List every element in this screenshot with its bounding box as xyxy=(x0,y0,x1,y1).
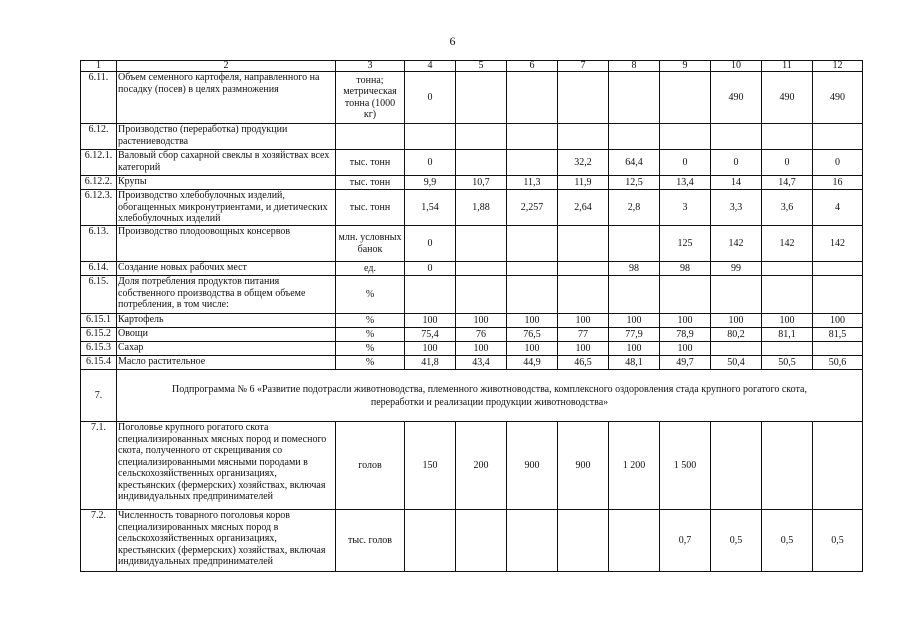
row-value: 16 xyxy=(813,176,863,190)
row-value: 0,7 xyxy=(660,510,711,572)
row-value xyxy=(558,226,609,262)
row-value: 100 xyxy=(711,314,762,328)
row-value: 3,3 xyxy=(711,190,762,226)
row-value: 1 200 xyxy=(609,422,660,510)
row-value xyxy=(456,150,507,176)
row-value: 10,7 xyxy=(456,176,507,190)
row-indicator-name: Поголовье крупного рогатого скота специализированных мясных пород и помесного скота, полученного от скрещивания со специализированными мясными породами в сельскохозяйственных организациях, крестьянских (фермерских) хозяйствах, включая индивидуальных предпринимателей xyxy=(117,422,336,510)
row-value xyxy=(762,276,813,314)
row-value xyxy=(558,124,609,150)
row-value: 900 xyxy=(507,422,558,510)
row-value: 81,1 xyxy=(762,328,813,342)
row-value: 4 xyxy=(813,190,863,226)
table-row xyxy=(81,328,863,342)
row-value: 12,5 xyxy=(609,176,660,190)
row-value: 100 xyxy=(456,342,507,356)
row-value: 41,8 xyxy=(405,356,456,370)
row-value xyxy=(711,276,762,314)
row-value: 100 xyxy=(558,342,609,356)
row-indicator-name: Картофель xyxy=(117,314,336,328)
row-value xyxy=(762,342,813,356)
column-number: 6 xyxy=(507,61,558,72)
row-unit: тонна; метрическая тонна (1000 кг) xyxy=(336,72,405,124)
row-value: 142 xyxy=(762,226,813,262)
subprogram-title: Подпрограмма № 6 «Развитие подотрасли животноводства, племенного животноводства, комплексного оздоровления стада крупного рогатого скота, переработки и реализации продукции животноводства» xyxy=(117,370,863,422)
row-value xyxy=(456,72,507,124)
row-value xyxy=(711,342,762,356)
row-indicator-name: Производство (переработка) продукции растениеводства xyxy=(117,124,336,150)
column-number: 4 xyxy=(405,61,456,72)
row-indicator-name: Создание новых рабочих мест xyxy=(117,262,336,276)
row-value: 1,54 xyxy=(405,190,456,226)
row-indicator-name: Производство хлебобулочных изделий, обогащенных микронутриентами, и диетических хлебобулочных изделий xyxy=(117,190,336,226)
row-value: 0 xyxy=(405,72,456,124)
column-number: 1 xyxy=(81,61,117,72)
row-code: 6.12.1. xyxy=(81,150,117,176)
row-value xyxy=(609,276,660,314)
table-row xyxy=(81,124,863,150)
row-unit xyxy=(336,124,405,150)
row-value: 100 xyxy=(456,314,507,328)
row-value xyxy=(660,72,711,124)
row-value: 100 xyxy=(660,314,711,328)
row-unit: тыс. тонн xyxy=(336,190,405,226)
row-value: 0 xyxy=(405,226,456,262)
column-number: 9 xyxy=(660,61,711,72)
row-value: 142 xyxy=(711,226,762,262)
row-value: 14,7 xyxy=(762,176,813,190)
row-code: 6.15.4 xyxy=(81,356,117,370)
row-indicator-name: Масло растительное xyxy=(117,356,336,370)
row-indicator-name: Крупы xyxy=(117,176,336,190)
row-value: 100 xyxy=(405,342,456,356)
row-value: 77,9 xyxy=(609,328,660,342)
row-unit: тыс. тонн xyxy=(336,176,405,190)
row-value xyxy=(711,124,762,150)
table-row xyxy=(81,314,863,328)
row-value: 0 xyxy=(762,150,813,176)
row-value: 2,8 xyxy=(609,190,660,226)
row-code: 6.11. xyxy=(81,72,117,124)
row-unit: млн. условных банок xyxy=(336,226,405,262)
row-value: 0,5 xyxy=(762,510,813,572)
row-value xyxy=(813,262,863,276)
row-value: 125 xyxy=(660,226,711,262)
row-value xyxy=(507,150,558,176)
row-value xyxy=(507,262,558,276)
row-value xyxy=(558,262,609,276)
row-value xyxy=(405,276,456,314)
row-value: 98 xyxy=(660,262,711,276)
row-value: 50,6 xyxy=(813,356,863,370)
row-value xyxy=(762,422,813,510)
column-number: 3 xyxy=(336,61,405,72)
row-value: 48,1 xyxy=(609,356,660,370)
row-value xyxy=(660,124,711,150)
row-value xyxy=(507,124,558,150)
column-number: 2 xyxy=(117,61,336,72)
row-indicator-name: Валовый сбор сахарной свеклы в хозяйствах всех категорий xyxy=(117,150,336,176)
row-value: 100 xyxy=(507,314,558,328)
column-number: 11 xyxy=(762,61,813,72)
row-value xyxy=(456,262,507,276)
table-row xyxy=(81,176,863,190)
table-row xyxy=(81,190,863,226)
row-code: 6.12.2. xyxy=(81,176,117,190)
row-value: 0 xyxy=(405,262,456,276)
row-unit: тыс. голов xyxy=(336,510,405,572)
row-value: 100 xyxy=(609,342,660,356)
table-row xyxy=(81,226,863,262)
row-value: 100 xyxy=(507,342,558,356)
row-value: 0 xyxy=(660,150,711,176)
row-value: 1,88 xyxy=(456,190,507,226)
row-value xyxy=(813,342,863,356)
row-value xyxy=(507,276,558,314)
row-value: 44,9 xyxy=(507,356,558,370)
page-number: 6 xyxy=(449,34,456,48)
row-value: 9,9 xyxy=(405,176,456,190)
row-value xyxy=(609,72,660,124)
row-value: 0 xyxy=(405,150,456,176)
row-value xyxy=(813,276,863,314)
header-row xyxy=(81,61,863,72)
row-unit: % xyxy=(336,342,405,356)
row-value: 900 xyxy=(558,422,609,510)
row-code: 7.1. xyxy=(81,422,117,510)
row-value: 0 xyxy=(711,150,762,176)
row-value: 76 xyxy=(456,328,507,342)
column-number: 7 xyxy=(558,61,609,72)
row-value: 100 xyxy=(558,314,609,328)
row-value xyxy=(558,276,609,314)
row-value: 2,257 xyxy=(507,190,558,226)
row-indicator-name: Численность товарного поголовья коров специализированных мясных пород в сельскохозяйственных организациях, крестьянских (фермерских) хозяйствах, включая индивидуальных предпринимателей xyxy=(117,510,336,572)
row-value xyxy=(456,124,507,150)
subprogram-row xyxy=(81,370,863,422)
row-value xyxy=(405,510,456,572)
row-value: 100 xyxy=(405,314,456,328)
table-row xyxy=(81,510,863,572)
row-value: 3 xyxy=(660,190,711,226)
row-value xyxy=(609,510,660,572)
row-value: 49,7 xyxy=(660,356,711,370)
row-value: 77 xyxy=(558,328,609,342)
row-code: 6.12. xyxy=(81,124,117,150)
row-value: 81,5 xyxy=(813,328,863,342)
table-row xyxy=(81,262,863,276)
row-value: 100 xyxy=(609,314,660,328)
row-value: 14 xyxy=(711,176,762,190)
row-value: 142 xyxy=(813,226,863,262)
row-value: 50,4 xyxy=(711,356,762,370)
row-value xyxy=(456,226,507,262)
row-value xyxy=(813,124,863,150)
row-value: 1 500 xyxy=(660,422,711,510)
row-value xyxy=(609,124,660,150)
row-value xyxy=(558,510,609,572)
row-unit: % xyxy=(336,276,405,314)
row-value: 75,4 xyxy=(405,328,456,342)
row-value xyxy=(558,72,609,124)
table-row xyxy=(81,422,863,510)
row-indicator-name: Объем семенного картофеля, направленного на посадку (посев) в целях размножения xyxy=(117,72,336,124)
row-value: 11,3 xyxy=(507,176,558,190)
indicators-table xyxy=(80,60,863,572)
row-value: 100 xyxy=(660,342,711,356)
row-code: 6.15. xyxy=(81,276,117,314)
row-value: 11,9 xyxy=(558,176,609,190)
row-value: 490 xyxy=(711,72,762,124)
row-code: 6.15.3 xyxy=(81,342,117,356)
row-value: 32,2 xyxy=(558,150,609,176)
row-indicator-name: Сахар xyxy=(117,342,336,356)
table-row xyxy=(81,150,863,176)
row-value: 64,4 xyxy=(609,150,660,176)
table-row xyxy=(81,356,863,370)
subprogram-code: 7. xyxy=(81,370,117,422)
row-value: 2,64 xyxy=(558,190,609,226)
row-code: 6.15.1 xyxy=(81,314,117,328)
table-row xyxy=(81,342,863,356)
row-value xyxy=(456,510,507,572)
row-code: 6.14. xyxy=(81,262,117,276)
table-row xyxy=(81,72,863,124)
row-value: 490 xyxy=(813,72,863,124)
row-value: 46,5 xyxy=(558,356,609,370)
row-value: 3,6 xyxy=(762,190,813,226)
row-value xyxy=(507,72,558,124)
row-indicator-name: Доля потребления продуктов питания собственного производства в общем объеме потребления, в том числе: xyxy=(117,276,336,314)
row-value: 80,2 xyxy=(711,328,762,342)
column-number: 10 xyxy=(711,61,762,72)
row-value: 50,5 xyxy=(762,356,813,370)
row-value: 78,9 xyxy=(660,328,711,342)
row-code: 6.15.2 xyxy=(81,328,117,342)
row-value: 98 xyxy=(609,262,660,276)
row-value: 0,5 xyxy=(813,510,863,572)
row-unit: голов xyxy=(336,422,405,510)
row-unit: % xyxy=(336,356,405,370)
row-value xyxy=(456,276,507,314)
row-indicator-name: Производство плодоовощных консервов xyxy=(117,226,336,262)
row-value xyxy=(507,226,558,262)
row-value: 100 xyxy=(762,314,813,328)
row-unit: ед. xyxy=(336,262,405,276)
column-number: 5 xyxy=(456,61,507,72)
row-value: 0 xyxy=(813,150,863,176)
column-number: 8 xyxy=(609,61,660,72)
table-row xyxy=(81,276,863,314)
row-value: 150 xyxy=(405,422,456,510)
row-value xyxy=(507,510,558,572)
row-value: 100 xyxy=(813,314,863,328)
row-value xyxy=(711,422,762,510)
row-unit: тыс. тонн xyxy=(336,150,405,176)
row-value: 0,5 xyxy=(711,510,762,572)
row-unit: % xyxy=(336,314,405,328)
row-value: 200 xyxy=(456,422,507,510)
row-value xyxy=(609,226,660,262)
row-value xyxy=(762,124,813,150)
row-value: 99 xyxy=(711,262,762,276)
row-code: 7.2. xyxy=(81,510,117,572)
row-value xyxy=(405,124,456,150)
row-unit: % xyxy=(336,328,405,342)
row-value xyxy=(813,422,863,510)
column-number: 12 xyxy=(813,61,863,72)
row-indicator-name: Овощи xyxy=(117,328,336,342)
row-value: 490 xyxy=(762,72,813,124)
row-value: 43,4 xyxy=(456,356,507,370)
row-value: 13,4 xyxy=(660,176,711,190)
row-code: 6.12.3. xyxy=(81,190,117,226)
row-value xyxy=(660,276,711,314)
row-code: 6.13. xyxy=(81,226,117,262)
row-value xyxy=(762,262,813,276)
row-value: 76,5 xyxy=(507,328,558,342)
